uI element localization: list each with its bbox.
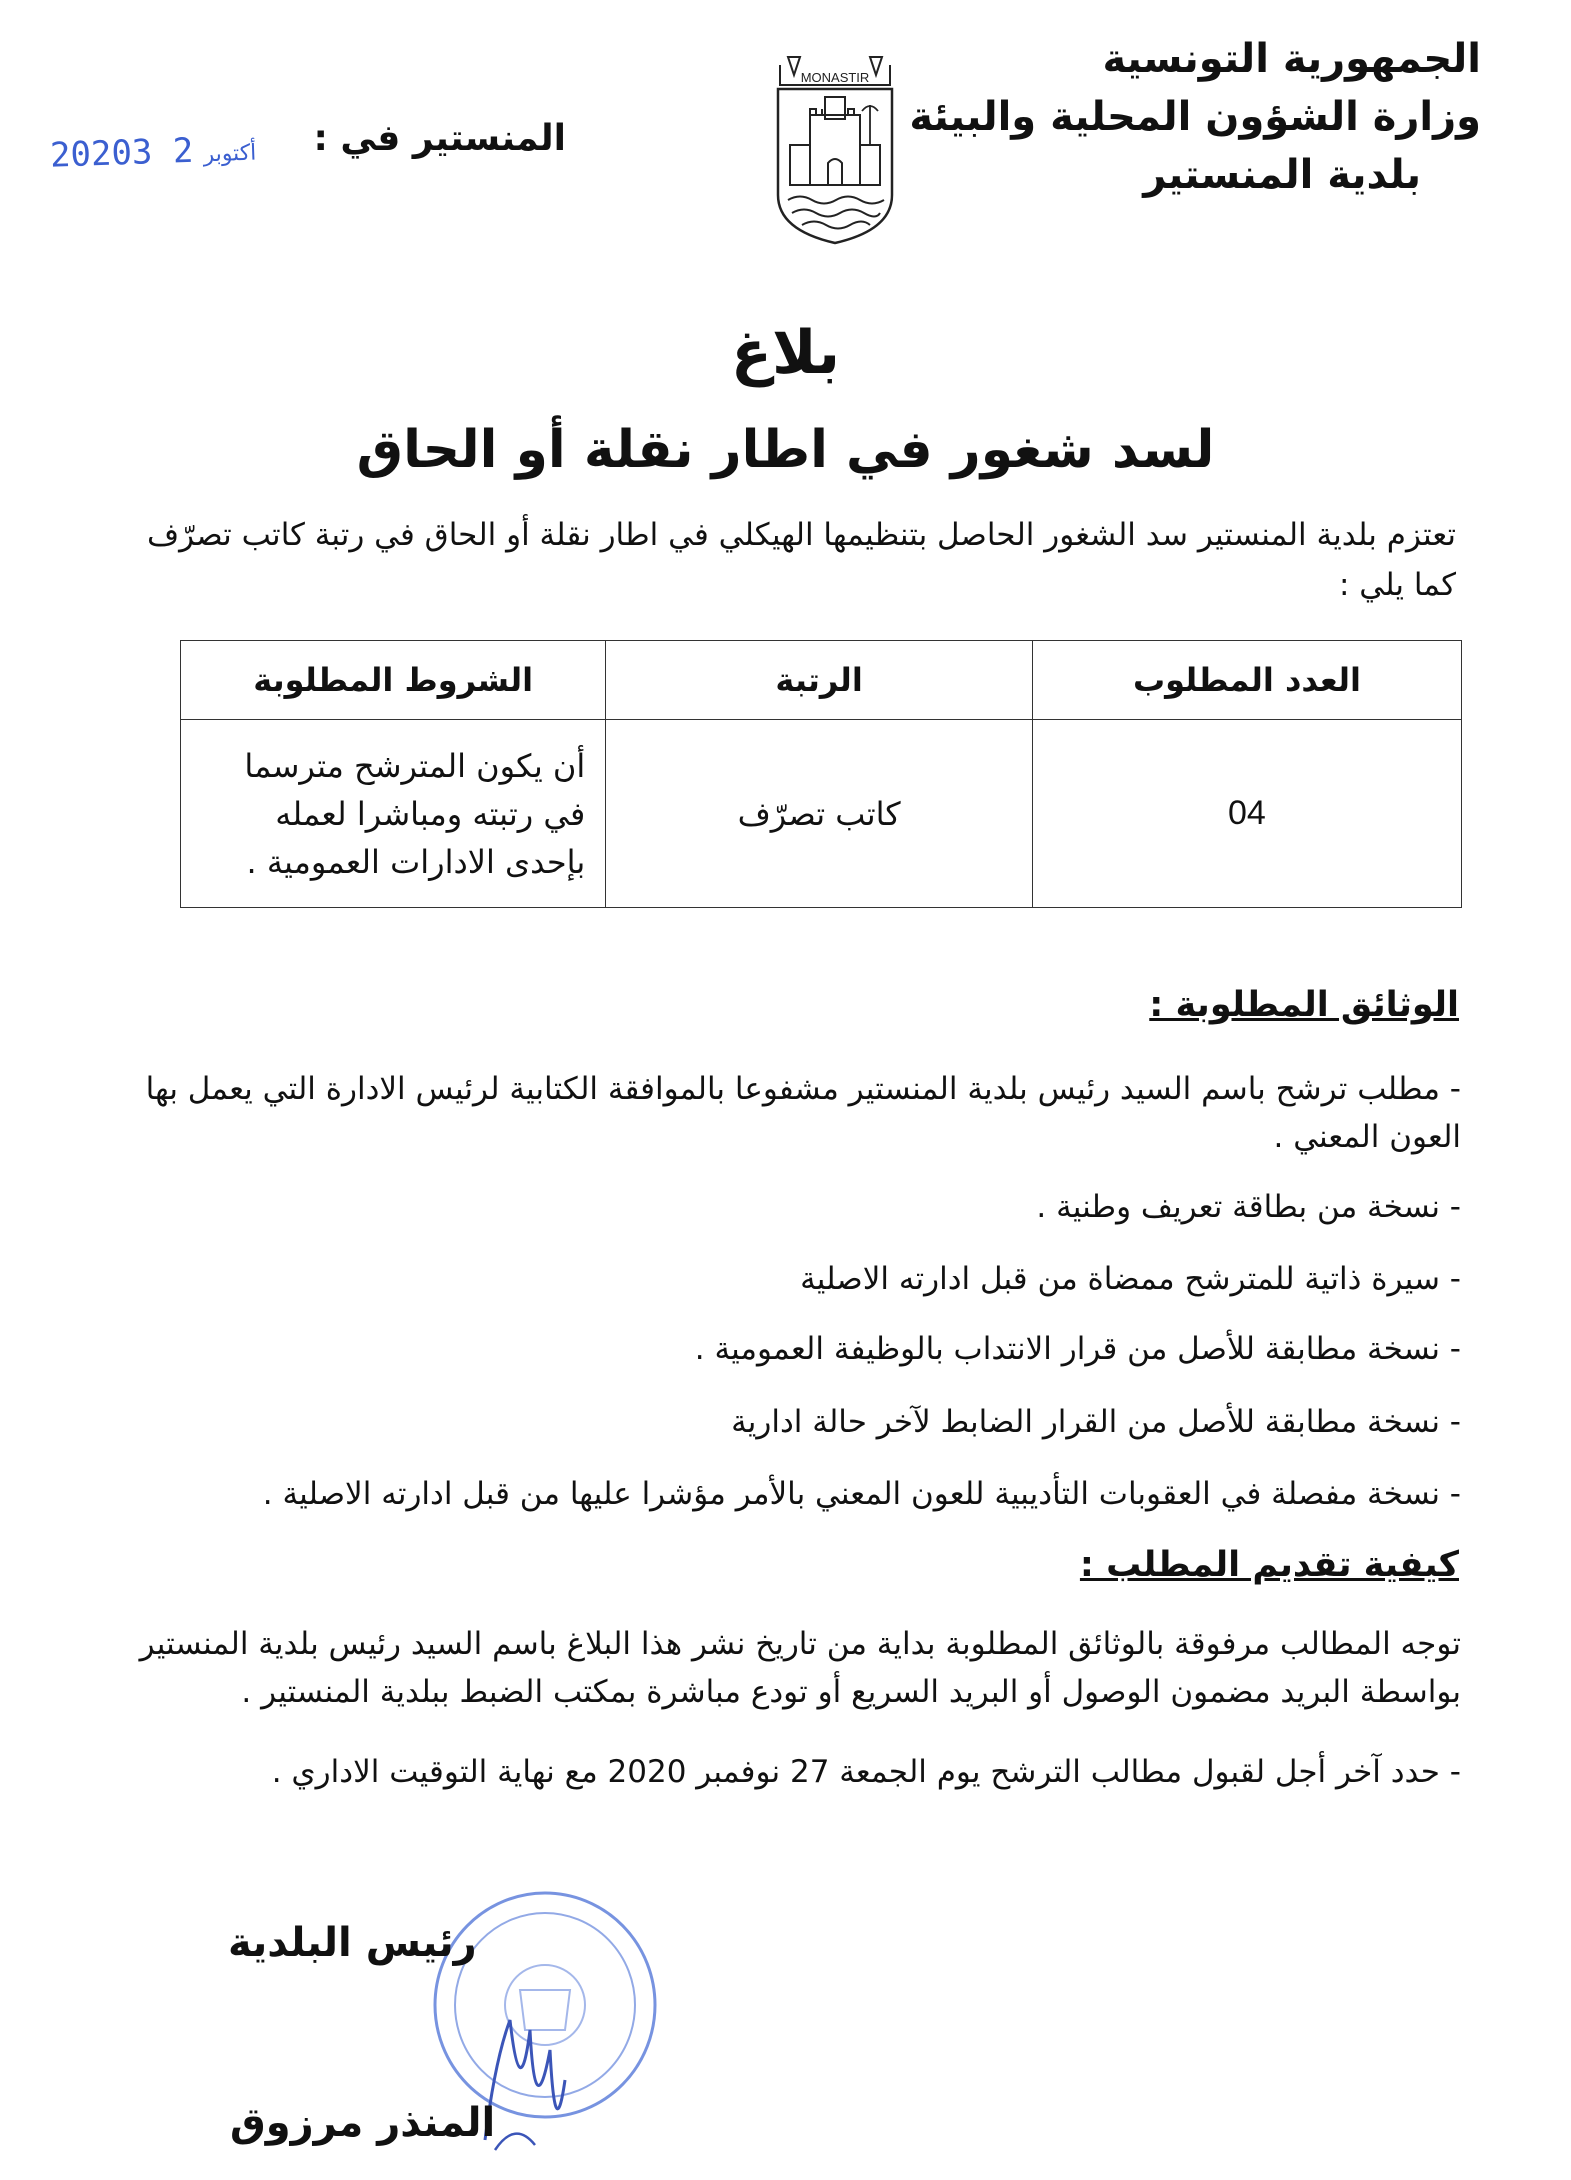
notice-title: بلاغ <box>730 318 841 388</box>
cell-count: 04 <box>1032 720 1461 908</box>
logo-text: MONASTIR <box>800 70 870 85</box>
cell-grade: كاتب تصرّف <box>606 720 1033 908</box>
col-header-grade: الرتبة <box>606 641 1033 720</box>
ministry-name: وزارة الشؤون المحلية والبيئة <box>909 94 1481 140</box>
monastir-coat-of-arms-logo <box>770 45 900 245</box>
date-stamp <box>49 128 266 176</box>
date-stamp-day: 2 3 <box>131 130 195 173</box>
republic-name: الجمهورية التونسية <box>1102 36 1481 82</box>
date-stamp-year: 2020 <box>49 132 133 176</box>
col-header-count: العدد المطلوب <box>1032 641 1461 720</box>
intro-paragraph: تعتزم بلدية المنستير سد الشغور الحاصل بتنظيمها الهيكلي في اطار نقلة أو الحاق في رتبة كاتب تصرّف كما يلي : <box>147 517 1456 603</box>
documents-title: الوثائق المطلوبة : <box>1149 985 1459 1025</box>
date-stamp-month: أكتوبر <box>203 140 257 168</box>
submission-title: كيفية تقديم المطلب : <box>1079 1545 1459 1585</box>
list-item: - نسخة مطابقة للأصل من قرار الانتداب بالوظيفة العمومية . <box>694 1331 1461 1367</box>
municipality-name: بلدية المنستير <box>1143 152 1421 198</box>
condition-line: أن يكون المترشح مترسما <box>244 746 586 785</box>
signature-name: المنذر مرزوق <box>230 2100 496 2146</box>
signature-role: رئيس البلدية <box>228 1920 477 1966</box>
place-label: المنستير في : <box>313 118 566 159</box>
list-item: - نسخة من بطاقة تعريف وطنية . <box>1036 1189 1461 1225</box>
condition-line: بإحدى الادارات العمومية . <box>246 842 586 881</box>
deadline-text: - حدد آخر أجل لقبول مطالب الترشح يوم الجمعة 27 نوفمبر 2020 مع نهاية التوقيت الاداري . <box>271 1754 1461 1790</box>
list-item: - مطلب ترشح باسم السيد رئيس بلدية المنستير مشفوعا بالموافقة الكتابية لرئيس الادارة التي يعمل بها العون المعني . <box>145 1071 1461 1155</box>
condition-line: في رتبته ومباشرا لعمله <box>275 794 586 833</box>
notice-subtitle: لسد شغور في اطار نقلة أو الحاق <box>356 420 1215 480</box>
table-row <box>181 720 1462 908</box>
submission-text: توجه المطالب مرفوقة بالوثائق المطلوبة بداية من تاريخ نشر هذا البلاغ باسم السيد رئيس بلدية المنستير بواسطة البريد مضمون الوصول أو البريد السريع أو تودع مباشرة بمكتب الضبط ببلدية المنستير . <box>139 1626 1461 1710</box>
col-header-conditions: الشروط المطلوبة <box>181 641 606 720</box>
cell-conditions <box>181 720 606 908</box>
letterhead <box>909 30 1481 204</box>
table-header-row <box>181 641 1462 720</box>
list-item: - نسخة مفصلة في العقوبات التأديبية للعون المعني بالأمر مؤشرا عليها من قبل ادارته الاصلية . <box>262 1476 1461 1512</box>
vacancy-table <box>180 640 1462 908</box>
list-item: - سيرة ذاتية للمترشح ممضاة من قبل ادارته الاصلية <box>800 1261 1461 1297</box>
list-item: - نسخة مطابقة للأصل من القرار الضابط لآخر حالة ادارية <box>731 1404 1461 1440</box>
